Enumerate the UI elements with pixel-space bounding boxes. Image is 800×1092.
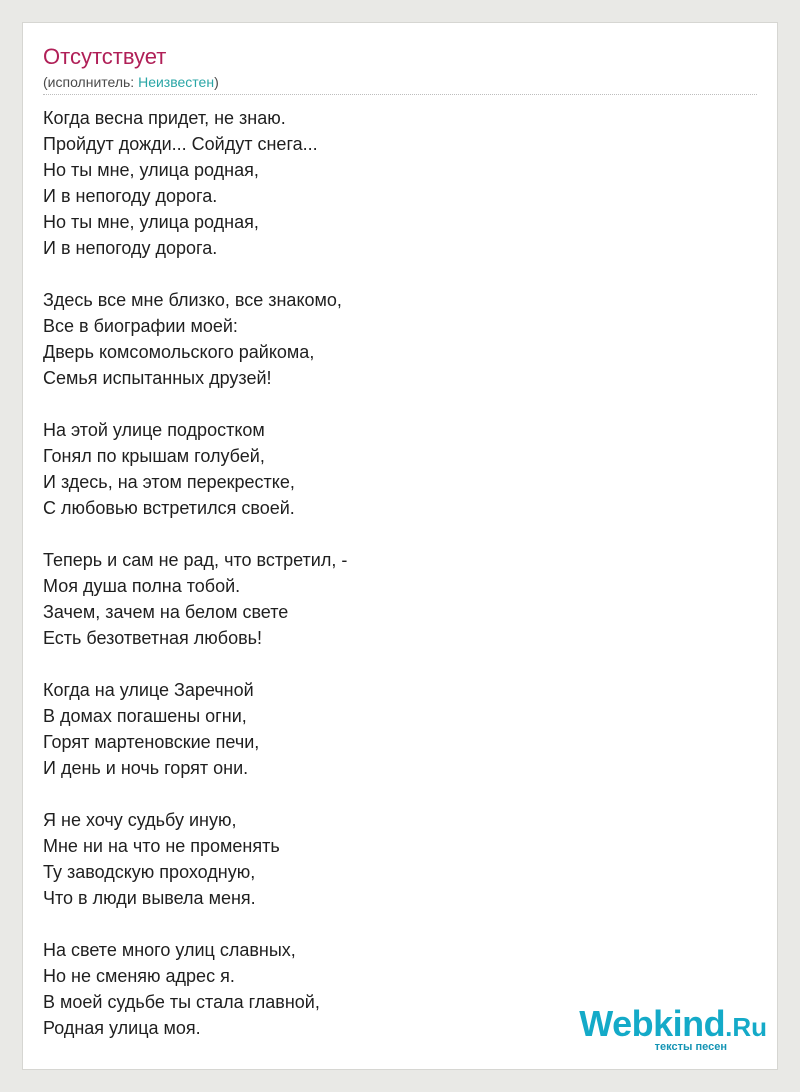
lyrics-line: Но ты мне, улица родная, — [43, 160, 259, 180]
artist-line — [43, 73, 219, 91]
lyrics-card — [22, 22, 778, 1070]
lyrics-line: Когда на улице Заречной — [43, 680, 254, 700]
lyrics-line: На свете много улиц славных, — [43, 940, 296, 960]
lyrics-stanza — [43, 417, 743, 521]
lyrics-line: Ту заводскую проходную, — [43, 862, 256, 882]
lyrics-line: Горят мартеновские печи, — [43, 732, 260, 752]
lyrics-line: Теперь и сам не рад, что встретил, - — [43, 550, 348, 570]
lyrics-line: Дверь комсомольского райкома, — [43, 342, 315, 362]
lyrics-line: Семья испытанных друзей! — [43, 368, 272, 388]
lyrics-stanza — [43, 677, 743, 781]
lyrics-line: В домах погашены огни, — [43, 706, 247, 726]
logo-name: Webkind — [579, 1003, 726, 1044]
lyrics-line: Родная улица моя. — [43, 1018, 201, 1038]
lyrics-text — [43, 105, 743, 1067]
lyrics-stanza — [43, 287, 743, 391]
lyrics-line: Здесь все мне близко, все знакомо, — [43, 290, 342, 310]
webkind-logo[interactable] — [579, 1003, 767, 1053]
lyrics-stanza — [43, 807, 743, 911]
lyrics-line: Все в биографии моей: — [43, 316, 238, 336]
logo-tld: .Ru — [725, 1012, 767, 1042]
lyrics-line: Когда весна придет, не знаю. — [43, 108, 286, 128]
lyrics-line: В моей судьбе ты стала главной, — [43, 992, 320, 1012]
lyrics-line: Мне ни на что не променять — [43, 836, 280, 856]
lyrics-line: И здесь, на этом перекрестке, — [43, 472, 295, 492]
lyrics-line: И в непогоду дорога. — [43, 186, 218, 206]
lyrics-stanza — [43, 547, 743, 651]
lyrics-line: Пройдут дожди... Сойдут снега... — [43, 134, 318, 154]
lyrics-line: И день и ночь горят они. — [43, 758, 249, 778]
artist-prefix: (исполнитель: — [43, 74, 139, 90]
lyrics-line: Гонял по крышам голубей, — [43, 446, 265, 466]
lyrics-line: Моя душа полна тобой. — [43, 576, 241, 596]
logo-tagline: тексты песен — [654, 1041, 727, 1053]
lyrics-line: Я не хочу судьбу иную, — [43, 810, 237, 830]
lyrics-line: На этой улице подростком — [43, 420, 265, 440]
lyrics-line: С любовью встретился своей. — [43, 498, 295, 518]
lyrics-stanza — [43, 105, 743, 261]
song-title: Отсутствует — [43, 44, 167, 69]
artist-link[interactable]: Неизвестен — [138, 74, 215, 90]
lyrics-line: И в непогоду дорога. — [43, 238, 218, 258]
lyrics-line: Есть безответная любовь! — [43, 628, 263, 648]
lyrics-line: Что в люди вывела меня. — [43, 888, 256, 908]
divider — [43, 94, 757, 95]
lyrics-line: Зачем, зачем на белом свете — [43, 602, 289, 622]
lyrics-line: Но ты мне, улица родная, — [43, 212, 259, 232]
artist-suffix: ) — [214, 74, 219, 90]
lyrics-line: Но не сменяю адрес я. — [43, 966, 235, 986]
